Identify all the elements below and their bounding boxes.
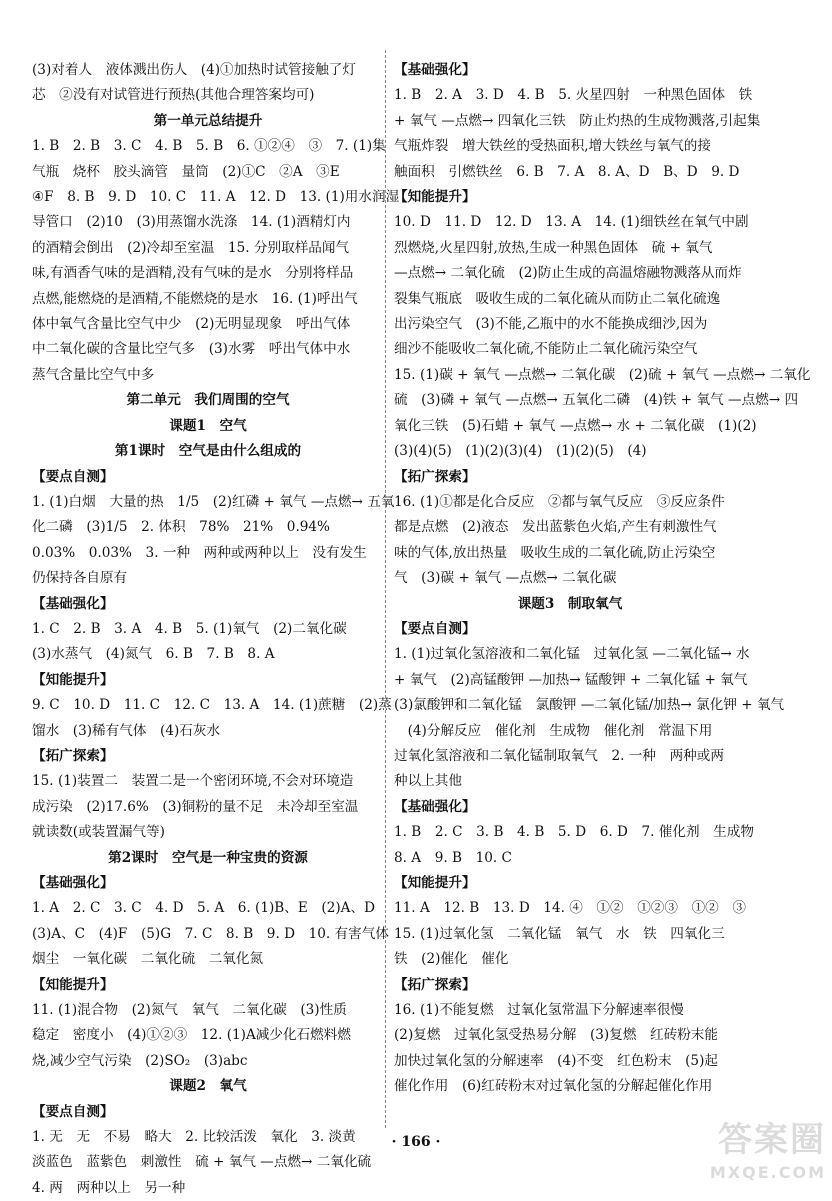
text-line: 8. A 9. B 10. C <box>394 849 512 866</box>
right-column <box>394 58 811 1100</box>
text-line: 中二氧化碳的含量比空气多 (3)水雾 呼出气体中水 <box>32 341 351 358</box>
text-line: 就读数(或装置漏气等) <box>32 824 165 841</box>
text-line: 【知能提升】 <box>394 189 476 206</box>
text-line: + 氧气 (2)高锰酸钾 —加热→ 锰酸钾 + 二氧化锰 + 氧气 <box>394 671 748 688</box>
text-line: 第1课时 空气是由什么组成的 <box>114 443 302 460</box>
text-line: 9. C 10. D 11. C 12. C 13. A 14. (1)蔗糖 (2)蒸 <box>32 697 392 714</box>
text-line: 【要点自测】 <box>32 1103 114 1120</box>
text-line: 裂集气瓶底 吸收生成的二氧化硫从而防止二氧化硫逸 <box>394 290 721 307</box>
text-line: 成污染 (2)17.6% (3)铜粉的量不足 未冷却至室温 <box>32 798 359 815</box>
text-line: 气瓶炸裂 增大铁丝的受热面积,增大铁丝与氧气的接 <box>394 138 711 155</box>
text-line: 体中氧气含量比空气中少 (2)无明显现象 呼出气体 <box>32 316 351 333</box>
text-line: 催化作用 (6)红砖粉末对过氧化氢的分解起催化作用 <box>394 1078 713 1095</box>
text-line: 芯 ②没有对试管进行预热(其他合理答案均可) <box>32 87 315 104</box>
text-line: 硫 (3)磷 + 氧气 —点燃→ 五氧化二磷 (4)铁 + 氧气 —点燃→ 四 <box>394 392 799 409</box>
text-line: 课题1 空气 <box>169 417 247 434</box>
text-line: 【知能提升】 <box>394 875 476 891</box>
text-line: 15. (1)装置二 装置二是一个密闭环境,不会对环境造 <box>32 773 354 790</box>
text-line: 都是点燃 (2)液态 发出蓝紫色火焰,产生有刺激性气 <box>394 519 717 536</box>
text-line: 【要点自测】 <box>32 468 114 485</box>
watermark-text: 答案圈 <box>718 1120 826 1160</box>
text-line: 【知能提升】 <box>32 976 114 993</box>
text-line: —点燃→ 二氧化硫 (2)防止生成的高温熔融物溅落从而炸 <box>394 265 742 282</box>
text-line: 味,有酒香气味的是酒精,没有气味的是水 分别将样品 <box>32 265 354 282</box>
text-line: 触面积 引燃铁丝 6. B 7. A 8. A、D B、D 9. D <box>394 163 740 180</box>
text-line: (3)对着人 液体溅出伤人 (4)①加热时试管接触了灯 <box>32 62 356 78</box>
text-line: 【基础强化】 <box>394 798 476 815</box>
text-line: ④F 8. B 9. D 10. C 11. A 12. D 13. (1)用水润湿 <box>32 189 400 206</box>
text-line: 烈燃烧,火星四射,放热,生成一种黑色固体 硫 + 氧气 <box>394 239 713 256</box>
text-line: 1. (1)白烟 大量的热 1/5 (2)红磷 + 氧气 —点燃→ 五氧 <box>32 493 395 510</box>
text-line: 【拓广探索】 <box>394 468 476 485</box>
text-line: 的酒精会倒出 (2)冷却至室温 15. 分别取样品闻气 <box>32 239 350 256</box>
text-line: 细沙不能吸收二氧化硫,不能防止二氧化硫污染空气 <box>394 341 698 358</box>
watermark-url: MXQE.COM <box>709 1163 826 1182</box>
text-line: 【拓广探索】 <box>32 747 114 764</box>
text-line: 第一单元总结提升 <box>153 112 263 129</box>
text-line: 种以上其他 <box>394 773 462 790</box>
text-line: 【拓广探索】 <box>394 976 476 993</box>
text-line: (3)水蒸气 (4)氮气 6. B 7. B 8. A <box>32 646 275 663</box>
watermark-logo <box>676 1118 826 1196</box>
text-line: 1. B 2. B 3. C 4. B 5. B 6. ①②④ ③ 7. (1)集 <box>32 138 386 155</box>
text-line: 15. (1)过氧化氢 二氧化锰 氧气 水 铁 四氧化三 <box>394 925 725 942</box>
text-line: 出污染空气 (3)不能,乙瓶中的水不能换成细沙,因为 <box>394 316 708 333</box>
text-line: (3)氯酸钾和二氧化锰 氯酸钾 —二氧化锰/加热→ 氯化钾 + 氧气 <box>394 697 785 714</box>
page-number: · 166 · <box>391 1134 441 1150</box>
text-line: 化二磷 (3)1/5 2. 体积 78% 21% 0.94% <box>32 519 330 536</box>
text-line: 11. A 12. B 13. D 14. ④ ①② ①②③ ①② ③ <box>394 900 746 917</box>
text-line: (4)分解反应 催化剂 生成物 催化剂 常温下用 <box>394 722 713 739</box>
text-line: 1. (1)过氧化氢溶液和二氧化锰 过氧化氢 —二氧化锰→ 水 <box>394 646 750 663</box>
text-line: 【基础强化】 <box>394 62 476 78</box>
text-line: 仍保持各自原有 <box>32 570 128 587</box>
text-line: 铁 (2)催化 催化 <box>394 951 509 968</box>
text-line: 11. (1)混合物 (2)氮气 氧气 二氧化碳 (3)性质 <box>32 1002 347 1019</box>
text-line: 10. D 11. D 12. D 13. A 14. (1)细铁丝在氧气中剧 <box>394 214 749 231</box>
text-line: 第2课时 空气是一种宝贵的资源 <box>108 849 308 866</box>
text-line: 馏水 (3)稀有气体 (4)石灰水 <box>32 722 221 739</box>
text-line: 【要点自测】 <box>394 620 476 637</box>
text-line: 烧,减少空气污染 (2)SO₂ (3)abc <box>32 1052 248 1069</box>
text-line: 1. 无 无 不易 略大 2. 比较活泼 氧化 3. 淡黄 <box>32 1129 356 1146</box>
text-line: (2)复燃 过氧化氢受热易分解 (3)复燃 红砖粉末能 <box>394 1027 718 1044</box>
text-line: 气瓶 烧杯 胶头滴管 量筒 (2)①C ②A ③E <box>32 163 340 180</box>
text-line: 0.03% 0.03% 3. 一种 两种或两种以上 没有发生 <box>32 544 367 561</box>
text-line: 稳定 密度小 (4)①②③ 12. (1)A减少化石燃料燃 <box>32 1027 351 1044</box>
column-divider <box>385 50 386 1128</box>
text-line: 4. 两 两种以上 另一种 <box>32 1179 186 1196</box>
text-line: 【基础强化】 <box>32 595 114 612</box>
text-line: 第二单元 我们周围的空气 <box>126 392 290 409</box>
text-line: 课题2 氧气 <box>169 1078 247 1095</box>
text-line: 16. (1)不能复燃 过氧化氢常温下分解速率很慢 <box>394 1002 684 1019</box>
text-line: 课题3 制取氧气 <box>517 595 623 612</box>
text-line: 淡蓝色 蓝紫色 刺激性 硫 + 氧气 —点燃→ 二氧化硫 <box>32 1154 372 1171</box>
text-line: 16. (1)①都是化合反应 ②都与氧气反应 ③反应条件 <box>394 493 725 510</box>
text-line: 导管口 (2)10 (3)用蒸馏水洗涤 14. (1)酒精灯内 <box>32 214 351 231</box>
text-line: 15. (1)碳 + 氧气 —点燃→ 二氧化碳 (2)硫 + 氧气 —点燃→ 二氧化 <box>394 366 811 383</box>
text-line: 【知能提升】 <box>32 671 114 688</box>
text-line: 烟尘 一氧化碳 二氧化硫 二氧化氮 <box>32 951 264 968</box>
text-line: (3)(4)(5) (1)(2)(3)(4) (1)(2)(5) (4) <box>394 443 647 460</box>
text-line: 1. A 2. C 3. C 4. D 5. A 6. (1)B、E (2)A、D <box>32 900 375 917</box>
text-line: 1. B 2. C 3. B 4. B 5. D 6. D 7. 催化剂 生成物 <box>394 824 754 841</box>
text-line: 气 (3)碳 + 氧气 —点燃→ 二氧化碳 <box>394 570 617 587</box>
text-line: 氧化三铁 (5)石蜡 + 氧气 —点燃→ 水 + 二氧化碳 (1)(2) <box>394 417 757 434</box>
text-line: (3)A、C (4)F (5)G 7. C 8. B 9. D 10. 有害气体 <box>32 925 389 942</box>
text-line: 过氧化氢溶液和二氧化锰制取氧气 2. 一种 两种或两 <box>394 747 724 764</box>
text-line: + 氧气 —点燃→ 四氧化三铁 防止灼热的生成物溅落,引起集 <box>394 112 761 129</box>
text-line: 蒸气含量比空气中多 <box>32 366 155 383</box>
text-line: 1. B 2. A 3. D 4. B 5. 火星四射 一种黑色固体 铁 <box>394 87 753 104</box>
left-column <box>32 58 400 1201</box>
text-line: 【基础强化】 <box>32 875 114 891</box>
text-line: 点燃,能燃烧的是酒精,不能燃烧的是水 16. (1)呼出气 <box>32 290 358 307</box>
text-line: 1. C 2. B 3. A 4. B 5. (1)氧气 (2)二氧化碳 <box>32 620 347 637</box>
text-line: 味的气体,放出热量 吸收生成的二氧化硫,防止污染空 <box>394 544 716 561</box>
text-line: 加快过氧化氢的分解速率 (4)不变 红色粉末 (5)起 <box>394 1052 718 1069</box>
